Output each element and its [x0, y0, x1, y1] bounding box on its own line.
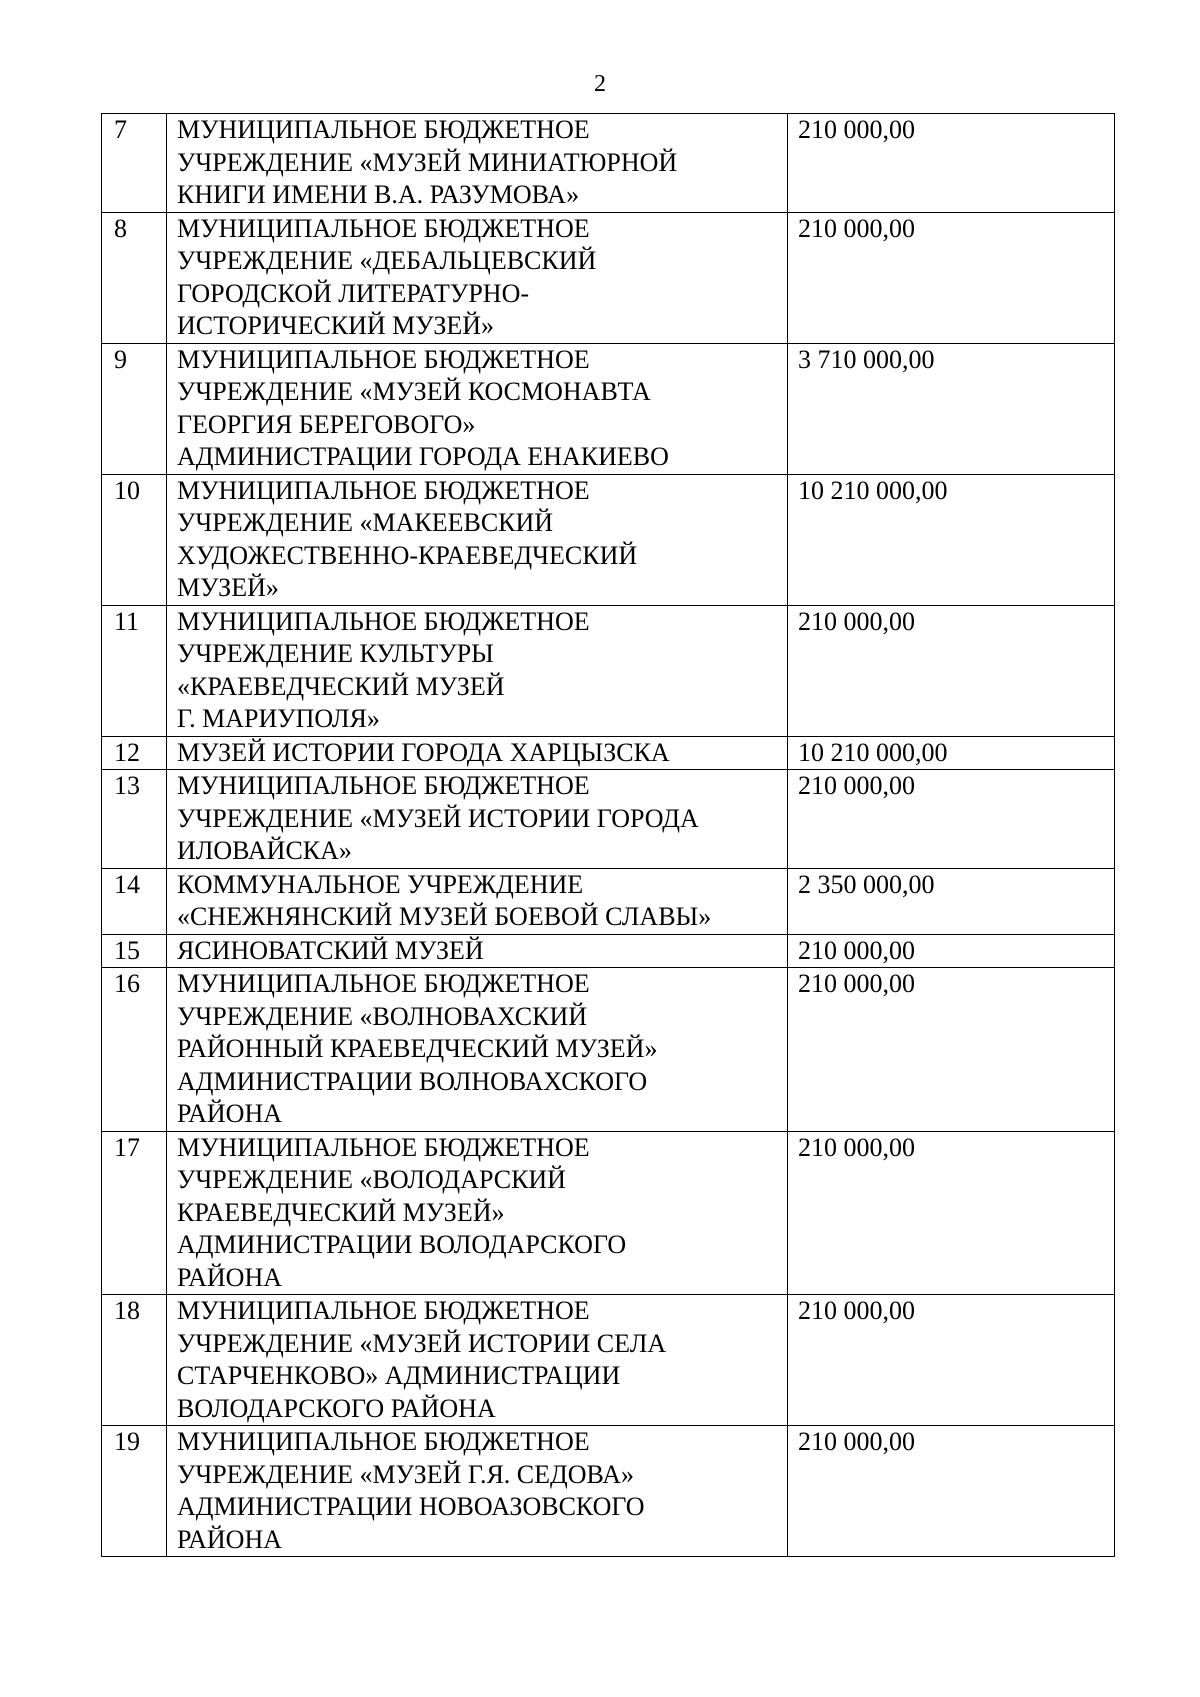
- amount-cell: 210 000,00: [788, 114, 1115, 213]
- amount-cell: 2 350 000,00: [788, 868, 1115, 934]
- institution-name-line: ГЕОРГИЯ БЕРЕГОВОГО»: [177, 409, 476, 439]
- amount-cell: 210 000,00: [788, 934, 1115, 968]
- institution-name-cell: [167, 934, 788, 968]
- institution-name-line: МУНИЦИПАЛЬНОЕ БЮДЖЕТНОЕ: [177, 771, 590, 800]
- institution-name-cell: [167, 474, 788, 605]
- institution-name-line: УЧРЕЖДЕНИЕ «МУЗЕЙ ИСТОРИИ СЕЛА: [177, 1328, 667, 1358]
- institution-name-line: ЯСИНОВАТСКИЙ МУЗЕЙ: [177, 935, 484, 965]
- table-row: [102, 474, 1115, 605]
- institution-name-line: УЧРЕЖДЕНИЕ «ВОЛОДАРСКИЙ: [177, 1165, 566, 1194]
- institution-name-line: УЧРЕЖДЕНИЕ «ВОЛНОВАХСКИЙ: [177, 1001, 588, 1031]
- row-number-cell: 7: [102, 114, 167, 213]
- amount-cell: 210 000,00: [788, 605, 1115, 736]
- institution-name-line: УЧРЕЖДЕНИЕ «МУЗЕЙ Г.Я. СЕДОВА»: [177, 1459, 635, 1489]
- institution-name-line: МУНИЦИПАЛЬНОЕ БЮДЖЕТНОЕ: [177, 213, 590, 243]
- row-number-cell: 14: [102, 868, 167, 934]
- institution-name-line: МУНИЦИПАЛЬНОЕ БЮДЖЕТНОЕ: [177, 475, 590, 505]
- institution-name-line: УЧРЕЖДЕНИЕ «ДЕБАЛЬЦЕВСКИЙ: [177, 246, 597, 275]
- amount-cell: 10 210 000,00: [788, 474, 1115, 605]
- amount-cell: 10 210 000,00: [788, 736, 1115, 770]
- institution-name-line: АДМИНИСТРАЦИИ ВОЛНОВАХСКОГО: [177, 1066, 648, 1096]
- row-number-cell: 16: [102, 968, 167, 1132]
- institution-name-line: СТАРЧЕНКОВО» АДМИНИСТРАЦИИ: [177, 1361, 621, 1390]
- institution-name-line: МУНИЦИПАЛЬНОЕ БЮДЖЕТНОЕ: [177, 969, 590, 998]
- page-number: 2: [594, 71, 606, 97]
- table-body: [102, 114, 1115, 1557]
- table-row: [102, 343, 1115, 474]
- row-number-cell: 9: [102, 343, 167, 474]
- institution-name-cell: [167, 343, 788, 474]
- institution-name-line: АДМИНИСТРАЦИИ НОВОАЗОВСКОГО: [177, 1492, 645, 1521]
- institution-name-line: ИЛОВАЙСКА»: [177, 836, 352, 865]
- row-number-cell: 17: [102, 1131, 167, 1295]
- institution-name-line: АДМИНИСТРАЦИИ ВОЛОДАРСКОГО: [177, 1230, 627, 1259]
- institution-name-line: ИСТОРИЧЕСКИЙ МУЗЕЙ»: [177, 311, 495, 340]
- institution-name-cell: [167, 770, 788, 869]
- institution-name-line: Г. МАРИУПОЛЯ»: [177, 704, 380, 733]
- institution-name-line: АДМИНИСТРАЦИИ ГОРОДА ЕНАКИЕВО: [177, 442, 669, 471]
- institution-name-cell: [167, 968, 788, 1132]
- row-number-cell: 19: [102, 1426, 167, 1557]
- amount-cell: 210 000,00: [788, 968, 1115, 1132]
- amount-cell: 210 000,00: [788, 770, 1115, 869]
- institution-name-line: МУНИЦИПАЛЬНОЕ БЮДЖЕТНОЕ: [177, 1427, 590, 1456]
- table-row: [102, 968, 1115, 1132]
- institution-name-line: МУНИЦИПАЛЬНОЕ БЮДЖЕТНОЕ: [177, 1296, 590, 1325]
- institution-name-cell: [167, 1131, 788, 1295]
- institution-name-line: МУЗЕЙ»: [177, 573, 279, 602]
- institution-name-line: МУНИЦИПАЛЬНОЕ БЮДЖЕТНОЕ: [177, 606, 590, 636]
- row-number-cell: 13: [102, 770, 167, 869]
- institutions-table: [101, 113, 1115, 1557]
- institution-name-cell: [167, 1295, 788, 1426]
- institution-name-cell: [167, 114, 788, 213]
- institution-name-line: «КРАЕВЕДЧЕСКИЙ МУЗЕЙ: [177, 671, 505, 701]
- row-number-cell: 12: [102, 736, 167, 770]
- amount-cell: 210 000,00: [788, 1426, 1115, 1557]
- amount-cell: 210 000,00: [788, 1131, 1115, 1295]
- table-row: [102, 114, 1115, 213]
- institution-name-cell: [167, 868, 788, 934]
- institution-name-line: «СНЕЖНЯНСКИЙ МУЗЕЙ БОЕВОЙ СЛАВЫ»: [177, 902, 712, 931]
- institution-name-line: РАЙОНА: [177, 1099, 283, 1128]
- institution-name-line: КОММУНАЛЬНОЕ УЧРЕЖДЕНИЕ: [177, 869, 584, 899]
- row-number-cell: 15: [102, 934, 167, 968]
- institution-name-line: ГОРОДСКОЙ ЛИТЕРАТУРНО-: [177, 278, 530, 308]
- institution-name-line: УЧРЕЖДЕНИЕ КУЛЬТУРЫ: [177, 639, 494, 668]
- table-row: [102, 736, 1115, 770]
- institution-name-line: КНИГИ ИМЕНИ В.А. РАЗУМОВА»: [177, 180, 580, 209]
- table-row: [102, 1295, 1115, 1426]
- amount-cell: 210 000,00: [788, 212, 1115, 343]
- institution-name-cell: [167, 1426, 788, 1557]
- table-row: [102, 212, 1115, 343]
- amount-cell: 3 710 000,00: [788, 343, 1115, 474]
- institution-name-line: РАЙОНА: [177, 1262, 283, 1292]
- institution-name-line: МУНИЦИПАЛЬНОЕ БЮДЖЕТНОЕ: [177, 344, 590, 374]
- table-row: [102, 868, 1115, 934]
- institution-name-cell: [167, 736, 788, 770]
- institution-name-line: РАЙОННЫЙ КРАЕВЕДЧЕСКИЙ МУЗЕЙ»: [177, 1034, 658, 1063]
- amount-cell: 210 000,00: [788, 1295, 1115, 1426]
- institution-name-cell: [167, 212, 788, 343]
- institution-name-line: УЧРЕЖДЕНИЕ «МУЗЕЙ ИСТОРИИ ГОРОДА: [177, 803, 699, 833]
- row-number-cell: 10: [102, 474, 167, 605]
- institution-name-line: МУЗЕЙ ИСТОРИИ ГОРОДА ХАРЦЫЗСКА: [177, 737, 670, 767]
- institution-name-line: МУНИЦИПАЛЬНОЕ БЮДЖЕТНОЕ: [177, 1132, 590, 1162]
- institution-name-line: ХУДОЖЕСТВЕННО-КРАЕВЕДЧЕСКИЙ: [177, 540, 638, 570]
- institution-name-line: УЧРЕЖДЕНИЕ «МУЗЕЙ КОСМОНАВТА: [177, 377, 651, 406]
- row-number-cell: 18: [102, 1295, 167, 1426]
- table-row: [102, 1131, 1115, 1295]
- row-number-cell: 8: [102, 212, 167, 343]
- institution-name-line: РАЙОНА: [177, 1524, 283, 1554]
- table-row: [102, 934, 1115, 968]
- table-row: [102, 770, 1115, 869]
- row-number-cell: 11: [102, 605, 167, 736]
- table-row: [102, 605, 1115, 736]
- institution-name-cell: [167, 605, 788, 736]
- institution-name-line: ВОЛОДАРСКОГО РАЙОНА: [177, 1393, 496, 1423]
- institution-name-line: КРАЕВЕДЧЕСКИЙ МУЗЕЙ»: [177, 1197, 505, 1227]
- table-row: [102, 1426, 1115, 1557]
- institution-name-line: УЧРЕЖДЕНИЕ «МУЗЕЙ МИНИАТЮРНОЙ: [177, 147, 678, 177]
- institution-name-line: МУНИЦИПАЛЬНОЕ БЮДЖЕТНОЕ: [177, 115, 590, 144]
- institution-name-line: УЧРЕЖДЕНИЕ «МАКЕЕВСКИЙ: [177, 508, 554, 537]
